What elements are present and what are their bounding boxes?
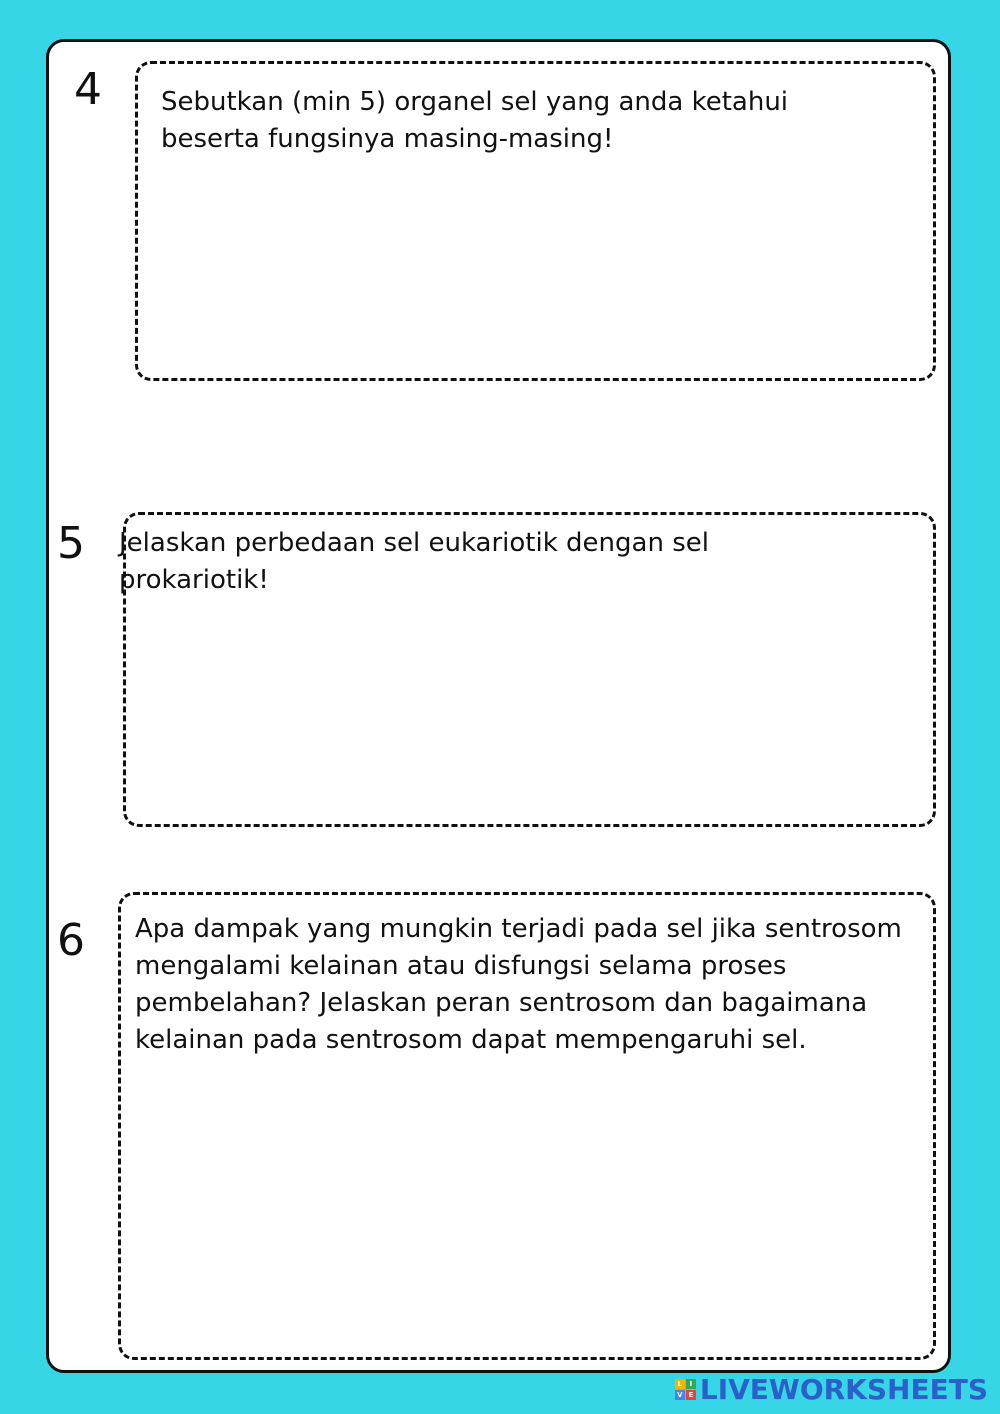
logo-letter-l: L	[675, 1379, 685, 1389]
liveworksheets-logo-icon	[675, 1379, 696, 1400]
question-number-5: 5	[57, 518, 85, 569]
logo-letter-e: E	[686, 1390, 696, 1400]
liveworksheets-brand	[675, 1373, 988, 1406]
question-text-5: Jelaskan perbedaan sel eukariotik dengan sel prokariotik!	[119, 528, 709, 595]
question-number-4: 4	[74, 64, 102, 115]
worksheet-card	[46, 39, 951, 1373]
logo-letter-v: V	[675, 1390, 685, 1400]
logo-letter-i: I	[686, 1379, 696, 1389]
question-text-4: Sebutkan (min 5) organel sel yang anda ketahui beserta fungsinya masing-masing!	[161, 87, 789, 154]
brand-name: LIVEWORKSHEETS	[699, 1373, 988, 1406]
question-number-6: 6	[57, 915, 85, 966]
question-text-6: Apa dampak yang mungkin terjadi pada sel jika sentrosom mengalami kelainan atau disfungsi selama proses pembelahan? Jelaskan peran sentrosom dan bagaimana kelainan pada sentrosom dapat mempengaruhi sel.	[135, 914, 902, 1055]
